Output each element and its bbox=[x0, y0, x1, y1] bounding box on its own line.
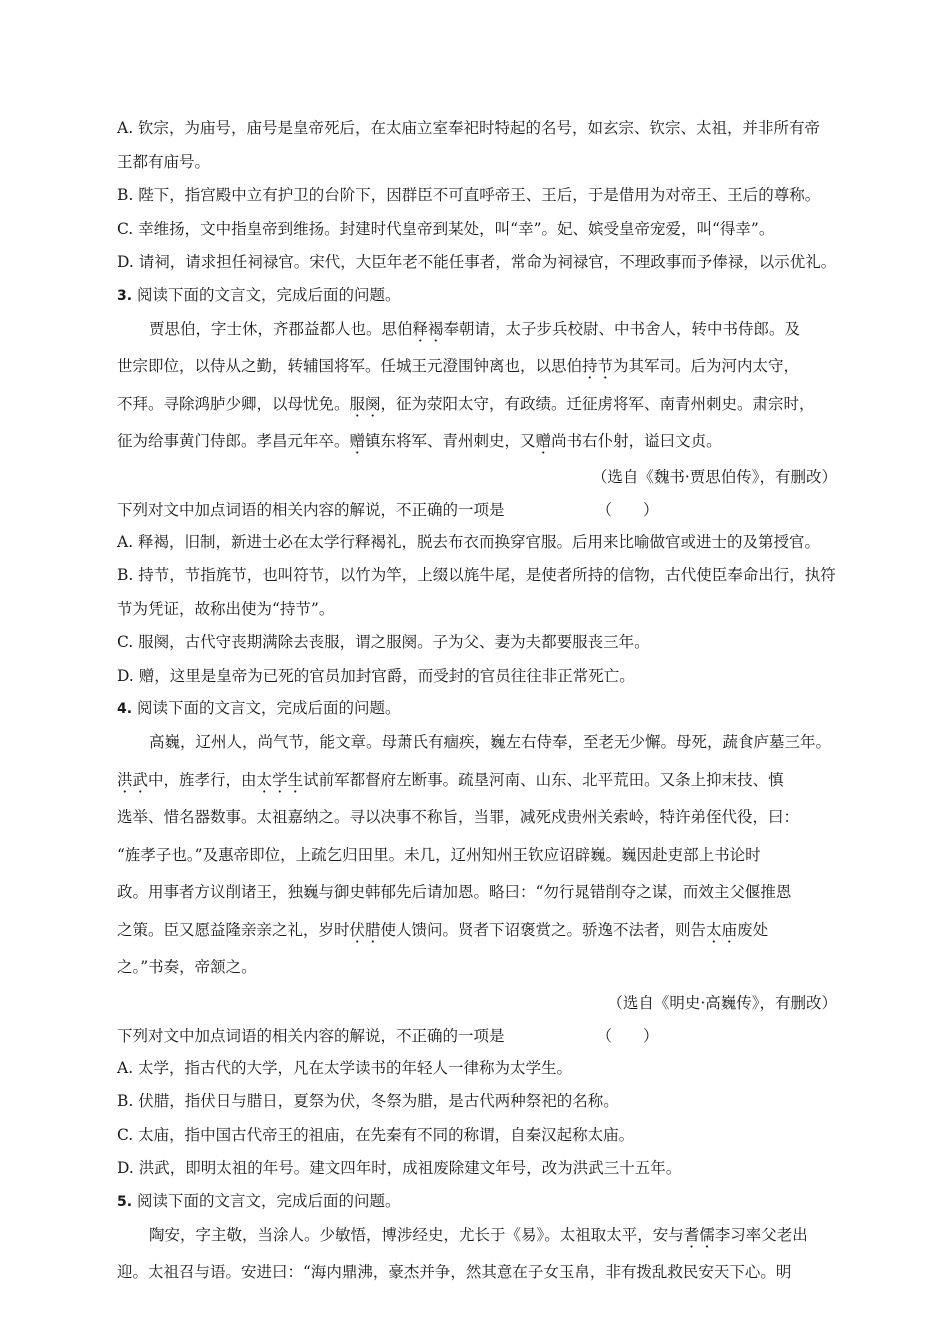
q4-heading bbox=[117, 693, 837, 724]
q4-passage-line-5: 政。用事者方议削诸王，独巍与御史韩郁先后请加恩。略曰：“勿行晁错削夺之谋，而效主父偃推恩 bbox=[117, 883, 792, 901]
q5-number: 5. bbox=[117, 1193, 133, 1210]
q4-option-a: A. 太学，指古代的大学，凡在太学读书的年轻人一律称为太学生。 bbox=[117, 1058, 573, 1077]
q3-stem bbox=[117, 494, 837, 526]
q3-source: （选自《魏书·贾思伯传》，有删改） bbox=[591, 467, 837, 486]
q4-option-d: D. 洪武，即明太祖的年号。建文四年时，成祖废除建文年号，改为洪武三十五年。 bbox=[117, 1159, 682, 1177]
question-3 bbox=[117, 280, 837, 694]
q3-stem-text: 下列对文中加点词语的相关内容的解说，不正确的一项是 bbox=[117, 500, 505, 519]
q4-option-b: B. 伏腊，指伏日与腊日，夏祭为伏，冬祭为腊，是古代两种祭祀的名称。 bbox=[117, 1092, 619, 1110]
q5-passage-line-1: 陶安，字主敬，当涂人。少敏悟，博涉经史，尤长于《易》。太祖取太平，安与耆儒李习率父老出 bbox=[149, 1225, 808, 1244]
q3-option-c: C. 服阕，古代守丧期满除去丧服，谓之服阕。子为父、妻为夫都要服丧三年。 bbox=[117, 633, 650, 651]
q2-option-d: D. 请祠，请求担任祠禄官。宋代，大臣年老不能任事者，常命为祠禄官，不理政事而予俸禄，以示优礼。 bbox=[117, 253, 837, 271]
q4-passage-line-6: 之策。臣又愿益隆亲亲之礼，岁时伏腊使人馈问。贤者下诏褒赏之。骄逸不法者，则告太庙废处 bbox=[117, 920, 769, 939]
q4-passage-line-3: 选举、惜名器数事。太祖嘉纳之。寻以决事不称旨，当罪，减死戍贵州关索岭，特许弟侄代役，曰： bbox=[117, 808, 800, 826]
q4-option-c: C. 太庙，指中国古代帝王的祖庙，在先秦有不同的称谓，自秦汉起称太庙。 bbox=[117, 1125, 635, 1144]
q3-heading bbox=[117, 280, 837, 311]
q3-option-b-cont: 节为凭证，故称出使为“持节”。 bbox=[117, 599, 335, 618]
q3-option-a: A. 释褐，旧制，新进士必在太学行释褐礼，脱去布衣而换穿官服。后用来比喻做官或进士的及第授官。 bbox=[117, 532, 821, 551]
q3-option-d: D. 赠，这里是皇帝为已死的官员加封官爵，而受封的官员往往非正常死亡。 bbox=[117, 666, 635, 685]
question-4 bbox=[117, 693, 837, 1186]
q3-passage-line-3: 不拜。寻除鸿胪少卿，以母忧免。服阕，征为荥阳太守，有政绩。迁征虏将军、南青州刺史。肃宗时， bbox=[117, 394, 815, 413]
q4-answer-blank: （ ） bbox=[596, 1026, 659, 1045]
q4-passage-line-7: 之。”书奏，帝颔之。 bbox=[117, 958, 257, 976]
q4-stem-text: 下列对文中加点词语的相关内容的解说，不正确的一项是 bbox=[117, 1026, 505, 1045]
question-5 bbox=[117, 1186, 837, 1292]
q2-option-c: C. 幸维扬，文中指皇帝到维扬。封建时代皇帝到某处，叫“幸”。妃、嫔受皇帝宠爱，叫“得幸”。 bbox=[117, 219, 775, 238]
document-page bbox=[117, 112, 837, 1292]
q2-option-b: B. 陛下，指宫殿中立有护卫的台阶下，因群臣不可直呼帝王、王后，于是借用为对帝王、王后的尊称。 bbox=[117, 186, 821, 204]
q3-passage-line-1: 贾思伯，字士休，齐郡益都人也。思伯释褐奉朝请，太子步兵校尉、中书舍人，转中书侍郎。及 bbox=[149, 319, 801, 338]
q4-passage-line-1: 高巍，辽州人，尚气节，能文章。母萧氏有痼疾，巍左右侍奉，至老无少懈。母死，蔬食庐墓三年。 bbox=[149, 733, 832, 751]
q5-passage-line-2: 迎。太祖召与语。安进曰：“海内鼎沸，豪杰并争，然其意在子女玉帛，非有拨乱救民安天下心。明 bbox=[117, 1263, 792, 1281]
q4-passage-line-4: “旌孝子也。”及惠帝即位，上疏乞归田里。未几，辽州知州王钦应诏辟巍。巍因赴吏部上书论时 bbox=[117, 845, 761, 864]
q2-option-a-cont: 王都有庙号。 bbox=[117, 152, 211, 171]
q3-number: 3. bbox=[117, 287, 133, 304]
q2-options bbox=[117, 112, 837, 280]
q4-passage-line-2: 洪武中，旌孝行，由太学生试前军都督府左断事。疏垦河南、山东、北平荒田。又条上抑末技、慎 bbox=[117, 770, 784, 789]
q5-heading-text: 阅读下面的文言文，完成后面的问题。 bbox=[137, 1191, 401, 1210]
q2-option-a: A. 钦宗，为庙号，庙号是皇帝死后，在太庙立室奉祀时特起的名号，如玄宗、钦宗、太祖，并非所有帝 bbox=[117, 119, 821, 137]
q3-passage-line-4: 征为给事黄门侍郎。孝昌元年卒。赠镇东将军、青州刺史，又赠尚书右仆射，谥曰文贞。 bbox=[117, 432, 722, 450]
q3-passage-line-2: 世宗即位，以侍从之勤，转辅国将军。任城王元澄围钟离也，以思伯持节为其军司。后为河内太守， bbox=[117, 357, 800, 375]
q3-option-b: B. 持节，节指旄节，也叫符节，以竹为竿，上缀以旄牛尾，是使者所持的信物，古代使臣奉命出行，执符 bbox=[117, 566, 836, 584]
q4-number: 4. bbox=[117, 701, 133, 717]
q4-stem bbox=[117, 1020, 837, 1052]
q3-heading-text: 阅读下面的文言文，完成后面的问题。 bbox=[137, 285, 401, 304]
q3-answer-blank: （ ） bbox=[596, 500, 659, 519]
q5-heading bbox=[117, 1186, 837, 1217]
q4-source: （选自《明史·高巍传》，有删改） bbox=[607, 993, 837, 1012]
q4-heading-text: 阅读下面的文言文，完成后面的问题。 bbox=[137, 699, 401, 717]
